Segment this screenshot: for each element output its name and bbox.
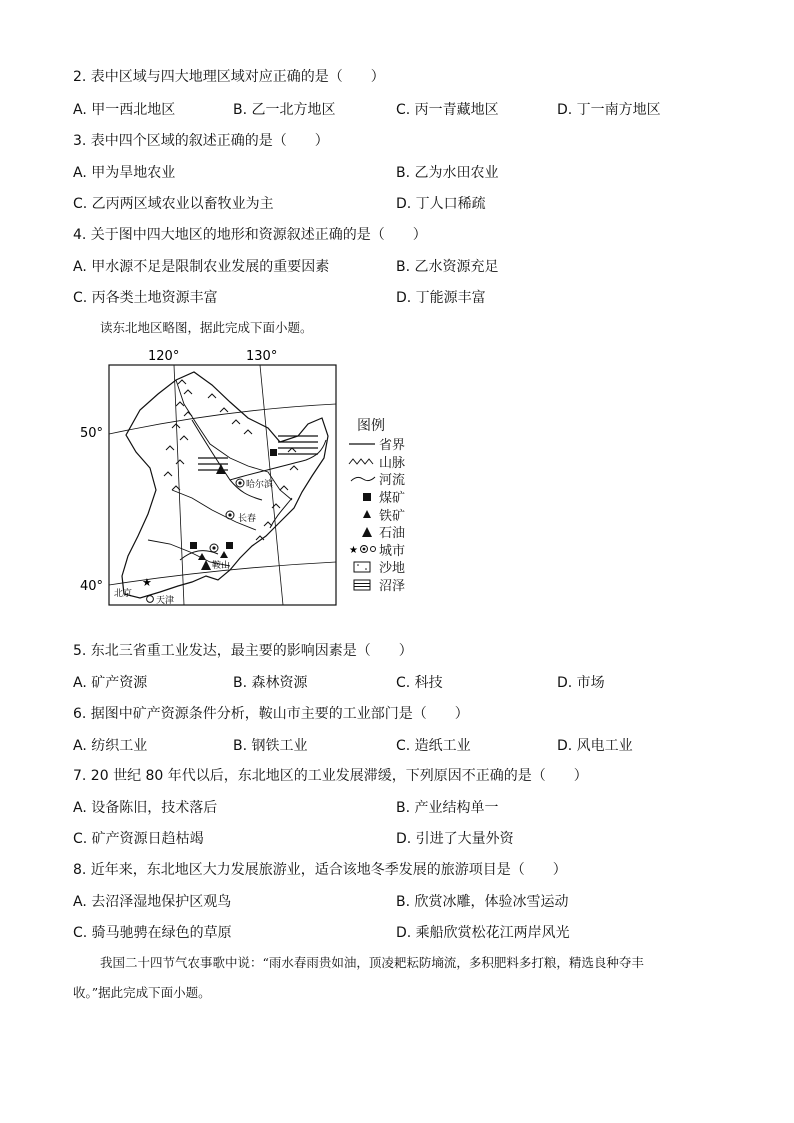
song-intro-line-1: 我国二十四节气农事歌中说：“雨水春雨贵如油，顶凌耙耘防墒流，多积肥料多打粮，精选良种夺丰 (100, 955, 644, 970)
city-anshan-marker (210, 544, 218, 552)
question-2-stem: 2. 表中区域与四大地理区域对应正确的是（ ） (73, 69, 385, 85)
question-4-option-c[interactable]: C. 丙各类土地资源丰富 (73, 290, 218, 306)
legend-item-river (345, 470, 435, 488)
song-intro-line-2: 收。”据此完成下面小题。 (73, 985, 211, 1000)
iron-triangle-icon (345, 509, 379, 519)
question-4-option-d[interactable]: D. 丁能源丰富 (396, 290, 486, 306)
question-6-option-b[interactable]: B. 钢铁工业 (233, 738, 308, 754)
city-changchun-marker (226, 511, 234, 519)
oil-field-marker (216, 464, 226, 474)
map-legend (345, 415, 435, 593)
city-harbin-marker (236, 479, 244, 487)
latitude-label-40: 40° (80, 579, 104, 594)
question-6-option-c[interactable]: C. 造纸工业 (396, 738, 471, 754)
city-label-harbin: 哈尔滨 (246, 480, 274, 490)
coal-square-icon (345, 492, 379, 502)
question-8-option-d[interactable]: D. 乘船欣赏松花江两岸风光 (396, 925, 570, 941)
legend-label: 石油 (379, 526, 406, 542)
parallel-50 (109, 404, 336, 434)
question-8-option-a[interactable]: A. 去沼泽湿地保护区观鸟 (73, 894, 232, 910)
question-3-option-a[interactable]: A. 甲为旱地农业 (73, 165, 176, 181)
question-6-option-a[interactable]: A. 纺织工业 (73, 738, 148, 754)
latitude-label-50: 50° (80, 426, 104, 441)
question-2-option-c[interactable]: C. 丙一青藏地区 (396, 102, 499, 118)
question-5-option-b[interactable]: B. 森林资源 (233, 675, 308, 691)
question-7-option-d[interactable]: D. 引进了大量外资 (396, 831, 514, 847)
legend-item-city (345, 541, 435, 559)
legend-item-oil (345, 523, 435, 541)
question-5-option-c[interactable]: C. 科技 (396, 675, 443, 691)
city-label-anshan: 鞍山 (212, 561, 231, 571)
legend-item-boundary (345, 435, 435, 453)
map-intro-text: 读东北地区略图，据此完成下面小题。 (100, 320, 313, 335)
legend-label: 城市 (379, 543, 406, 559)
iron-mine-marker (220, 551, 228, 558)
legend-item-mountain (345, 453, 435, 471)
question-8-stem: 8. 近年来，东北地区大力发展旅游业，适合该地冬季发展的旅游项目是（ ） (73, 862, 567, 878)
legend-label: 省界 (379, 438, 406, 454)
province-boundary (172, 490, 256, 530)
province-boundary (176, 380, 292, 500)
legend-label: 沼泽 (379, 579, 406, 595)
legend-item-coal (345, 488, 435, 506)
longitude-label-130: 130° (246, 349, 278, 364)
question-7-option-c[interactable]: C. 矿产资源日趋枯竭 (73, 831, 204, 847)
question-5-option-a[interactable]: A. 矿产资源 (73, 675, 148, 691)
legend-label: 煤矿 (379, 491, 406, 507)
question-7-stem: 7. 20 世纪 80 年代以后，东北地区的工业发展滞缓，下列原因不正确的是（ ） (73, 768, 588, 784)
question-4-stem: 4. 关于图中四大地区的地形和资源叙述正确的是（ ） (73, 227, 427, 243)
question-3-option-d[interactable]: D. 丁人口稀疏 (396, 196, 486, 212)
legend-label: 铁矿 (379, 508, 406, 524)
boundary-line-icon (345, 439, 379, 449)
sandy-land-icon (345, 561, 379, 573)
city-label-tianjin: 天津 (156, 596, 175, 606)
city-icon (345, 543, 379, 555)
question-7-option-a[interactable]: A. 设备陈旧，技术落后 (73, 800, 218, 816)
question-4-option-b[interactable]: B. 乙水资源充足 (396, 259, 499, 275)
svg-text:★: ★ (349, 545, 358, 556)
question-5-option-d[interactable]: D. 市场 (557, 675, 605, 691)
longitude-label-120: 120° (148, 349, 180, 364)
question-8-option-c[interactable]: C. 骑马驰骋在绿色的草原 (73, 925, 232, 941)
city-label-changchun: 长春 (238, 514, 257, 524)
question-6-option-d[interactable]: D. 风电工业 (557, 738, 633, 754)
question-5-stem: 5. 东北三省重工业发达，最主要的影响因素是（ ） (73, 643, 413, 659)
legend-label: 山脉 (379, 455, 406, 471)
question-2-option-a[interactable]: A. 甲一西北地区 (73, 102, 176, 118)
legend-item-sandy-land (345, 558, 435, 576)
question-3-option-c[interactable]: C. 乙丙两区域农业以畜牧业为主 (73, 196, 274, 212)
question-4-option-a[interactable]: A. 甲水源不足是限制农业发展的重要因素 (73, 259, 330, 275)
legend-item-iron (345, 505, 435, 523)
question-3-stem: 3. 表中四个区域的叙述正确的是（ ） (73, 133, 329, 149)
swamp-area (198, 436, 318, 470)
city-tianjin-marker (147, 596, 154, 603)
legend-label: 河流 (379, 473, 406, 489)
city-beijing-marker: ★ (142, 576, 152, 589)
mountain-icon (345, 456, 379, 466)
question-2-option-b[interactable]: B. 乙一北方地区 (233, 102, 336, 118)
question-6-stem: 6. 据图中矿产资源条件分析，鞍山市主要的工业部门是（ ） (73, 706, 469, 722)
legend-label: 沙地 (379, 561, 406, 577)
swamp-icon (345, 579, 379, 591)
river (230, 440, 326, 480)
question-3-option-b[interactable]: B. 乙为水田农业 (396, 165, 499, 181)
question-2-option-d[interactable]: D. 丁一南方地区 (557, 102, 661, 118)
coal-mine-marker (270, 449, 277, 456)
coal-mine-marker (190, 542, 197, 549)
oil-icon (345, 526, 379, 538)
question-8-option-b[interactable]: B. 欣赏冰雕，体验冰雪运动 (396, 894, 569, 910)
coal-mine-marker (226, 542, 233, 549)
legend-title: 图例 (357, 418, 385, 434)
city-label-beijing: 北京 (114, 589, 133, 599)
meridian-120 (174, 365, 184, 605)
river-icon (345, 474, 379, 484)
legend-item-swamp (345, 576, 435, 594)
question-7-option-b[interactable]: B. 产业结构单一 (396, 800, 499, 816)
